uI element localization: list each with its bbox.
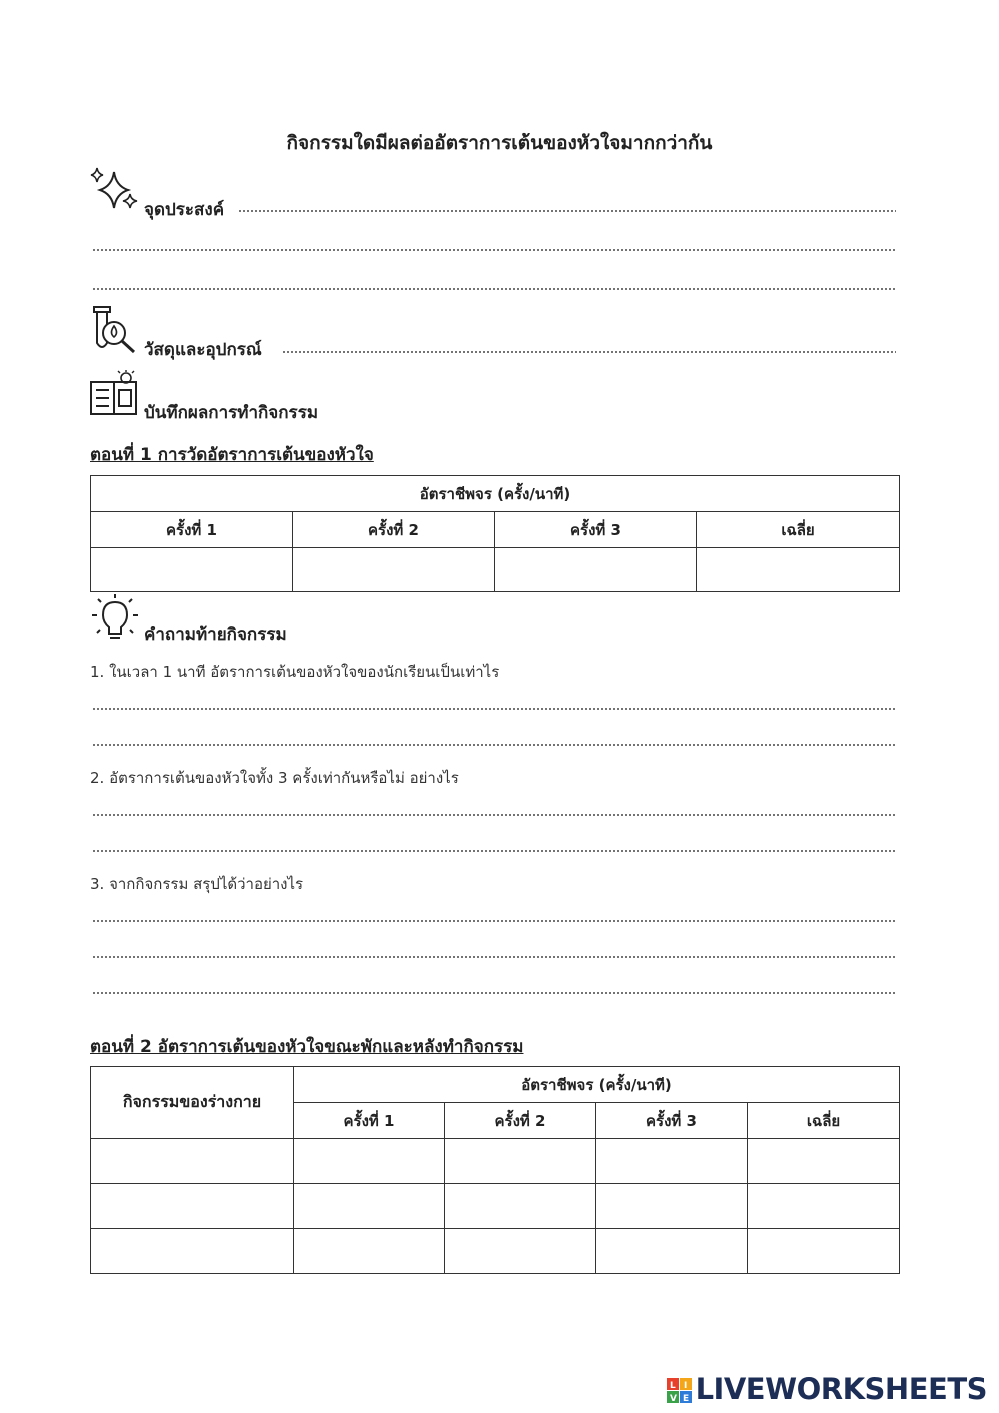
part1-col-header: ครั้งที่ 3 [495,512,697,548]
record-results-label: บันทึกผลการทำกิจกรรม [144,403,319,423]
part2-input-cell[interactable] [91,1229,294,1274]
part2-activity-header: กิจกรรมของร่างกาย [91,1067,294,1139]
part1-input-cell[interactable] [91,548,293,592]
part2-input-cell[interactable] [748,1229,900,1274]
part2-col-header: ครั้งที่ 3 [596,1103,748,1139]
part2-col-header: ครั้งที่ 2 [445,1103,596,1139]
book-lightbulb-icon [88,370,140,416]
question-2: 2. อัตราการเต้นของหัวใจทั้ง 3 ครั้งเท่ากันหรือไม่ อย่างไร [90,769,459,787]
part2-input-cell[interactable] [596,1229,748,1274]
part1-col-header: ครั้งที่ 1 [91,512,293,548]
test-tube-magnifier-icon [90,305,140,355]
liveworksheets-logo-icon [667,1378,693,1404]
part2-col-header: ครั้งที่ 1 [294,1103,445,1139]
sparkle-icon [88,166,140,214]
part2-input-cell[interactable] [91,1139,294,1184]
objective-answer-line[interactable] [92,288,896,290]
part2-col-header: เฉลี่ย [748,1103,900,1139]
question-1: 1. ในเวลา 1 นาที อัตราการเต้นของหัวใจของนักเรียนเป็นเท่าไร [90,663,500,681]
part2-input-cell[interactable] [294,1229,445,1274]
answer-line[interactable] [92,850,896,852]
answer-line[interactable] [92,992,896,994]
liveworksheets-watermark [667,1372,987,1406]
part2-input-cell[interactable] [445,1139,596,1184]
watermark-text: LIVEWORKSHEETS [695,1372,987,1406]
part2-input-cell[interactable] [445,1184,596,1229]
part2-heading: ตอนที่ 2 อัตราการเต้นของหัวใจขณะพักและหลังทำกิจกรรม [90,1037,524,1057]
answer-line[interactable] [92,708,896,710]
part1-col-header: เฉลี่ย [697,512,900,548]
answer-line[interactable] [92,814,896,816]
question-3: 3. จากกิจกรรม สรุปได้ว่าอย่างไร [90,875,304,893]
part1-table-header: อัตราชีพจร (ครั้ง/นาที) [91,476,900,512]
answer-line[interactable] [92,920,896,922]
svg-text:I: I [683,1381,687,1391]
objective-answer-line[interactable] [92,249,896,251]
materials-label: วัสดุและอุปกรณ์ [144,340,262,360]
part1-table [90,475,900,592]
part2-input-cell[interactable] [445,1229,596,1274]
part1-col-header: ครั้งที่ 2 [293,512,495,548]
answer-line[interactable] [92,956,896,958]
part2-table [90,1066,900,1274]
part1-input-cell[interactable] [293,548,495,592]
svg-text:E: E [682,1394,689,1404]
part2-input-cell[interactable] [748,1139,900,1184]
materials-answer-line[interactable] [282,351,896,353]
part2-input-cell[interactable] [294,1184,445,1229]
part2-input-cell[interactable] [294,1139,445,1184]
part2-input-cell[interactable] [748,1184,900,1229]
part1-input-cell[interactable] [495,548,697,592]
part1-heading: ตอนที่ 1 การวัดอัตราการเต้นของหัวใจ [90,445,374,465]
part2-input-cell[interactable] [596,1139,748,1184]
svg-text:V: V [669,1394,677,1404]
part2-table-header: อัตราชีพจร (ครั้ง/นาที) [294,1067,900,1103]
part1-input-cell[interactable] [697,548,900,592]
answer-line[interactable] [92,744,896,746]
objective-label: จุดประสงค์ [144,200,225,220]
part2-input-cell[interactable] [596,1184,748,1229]
objective-answer-line[interactable] [238,210,896,212]
lightbulb-icon [90,594,140,642]
worksheet-title: กิจกรรมใดมีผลต่ออัตราการเต้นของหัวใจมากกว่ากัน [286,132,713,154]
questions-label: คำถามท้ายกิจกรรม [144,625,287,645]
svg-text:L: L [669,1381,675,1391]
part2-input-cell[interactable] [91,1184,294,1229]
